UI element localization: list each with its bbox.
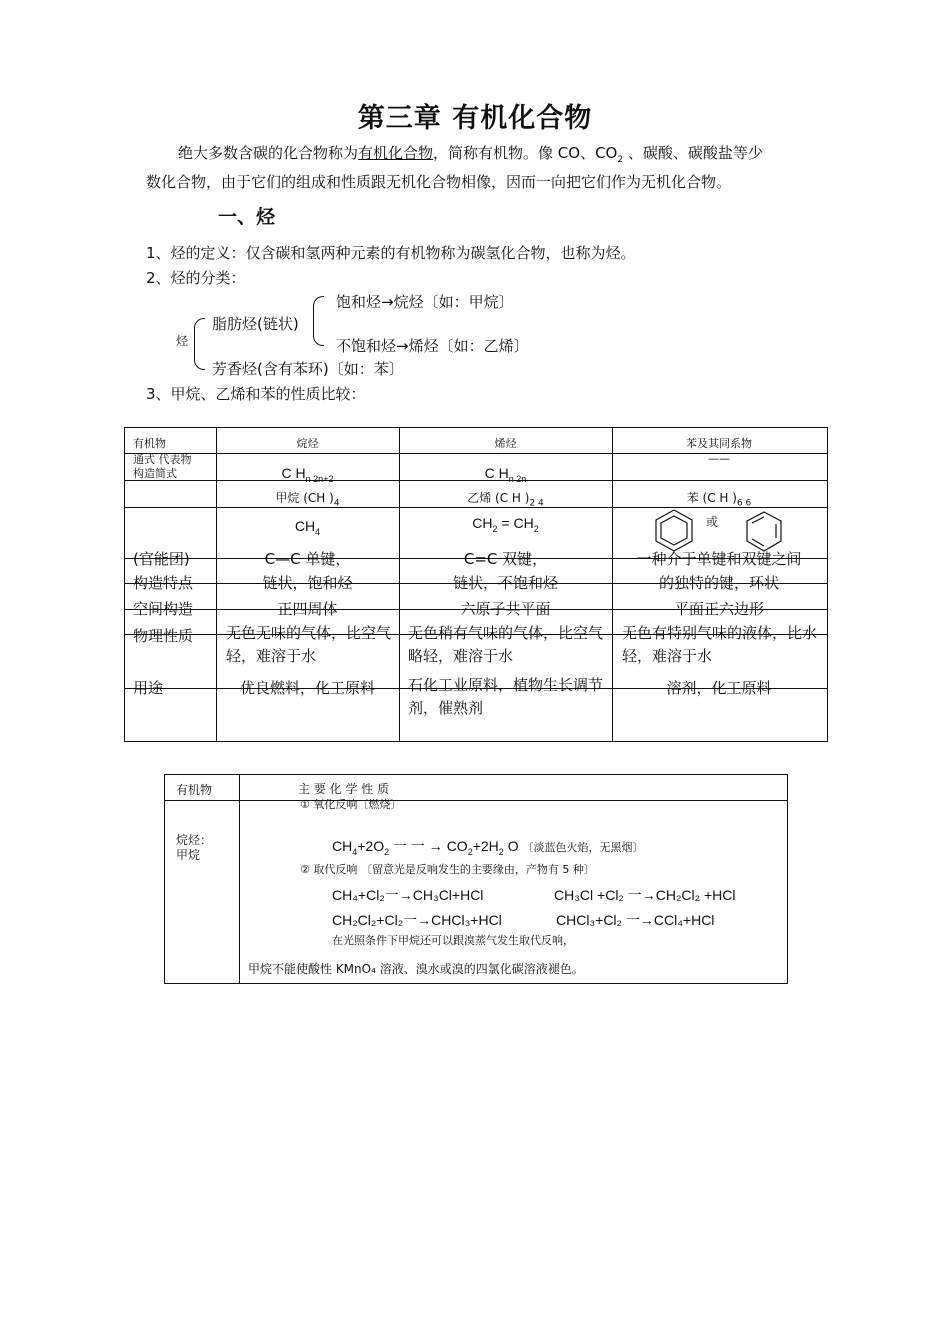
t1-benzene-phys: 无色有特别气味的液体，比水轻，难溶于水 <box>622 624 818 665</box>
tree-brace-root <box>194 318 205 370</box>
t1-alkene-rep: 乙烯 (C H )$_{2 4}$ <box>467 491 544 509</box>
tree-saturated: 饱和烃→烷烃〔如：甲烷〕 <box>336 293 514 311</box>
t2-light-note: 在光照条件下甲烷还可以跟溴蒸气发生取代反响， <box>332 934 574 947</box>
intro-line-2: 数化合物，由于它们的组成和性质跟无机化合物相像，因而一向把它们作为无机化合物。 <box>146 173 732 191</box>
t1-benzene-feature: 的独特的键，环状 <box>658 574 779 592</box>
t1-benzene-fg: 一种介于单键和双键之间 <box>636 550 802 568</box>
t1-label-fg: (官能团) <box>133 550 190 568</box>
t2-row-label: 烷烃： 甲烷 <box>176 833 213 862</box>
t1-alkane-rep: 甲烷 (CH )$_4$ <box>275 491 340 509</box>
t1-benzene-space: 平面正六边形 <box>673 600 764 618</box>
t1-benzene-use: 溶剂，化工原料 <box>666 679 772 697</box>
t1-label-use: 用途 <box>133 679 164 697</box>
t1-label-formula: 构造简式 <box>133 467 177 480</box>
t2-eq-4: CHCl₃+Cl₂ 一→CCl₄+HCl <box>556 912 715 928</box>
tree-aliphatic: 脂肪烃(链状) <box>212 315 299 333</box>
t1-alkene-phys: 无色稍有气味的气体，比空气略轻，难溶于水 <box>408 624 604 665</box>
term-organic-compound: 有机化合物 <box>358 144 434 162</box>
t1-header-alkene: 烯烃 <box>494 437 517 450</box>
tree-brace-aliphatic <box>313 296 324 346</box>
t1-label-space: 空间构造 <box>133 600 194 618</box>
t1-alkane-use: 优良燃料，化工原料 <box>239 679 375 697</box>
item-comparison: 3、甲烷、乙烯和苯的性质比较： <box>146 385 366 403</box>
t2-eq-1: CH₄+Cl₂一→CH₃Cl+HCl <box>332 887 484 903</box>
t1-header-organic: 有机物 <box>133 437 166 450</box>
t1-benzene-rep: 苯 (C H )$_{6 6}$ <box>686 491 752 509</box>
t2-eq-3: CH₂Cl₂+Cl₂一→CHCl₃+HCl <box>332 912 502 928</box>
t2-combustion-eq: $CH_4+2O_2$ 一 一 → $CO_2+2H_2$ O 〔淡蓝色火焰，无黑烟〕 <box>332 838 644 857</box>
t1-alkane-fg: C—C 单键， <box>264 550 351 568</box>
t1-alkane-space: 正四周体 <box>277 600 338 618</box>
t1-label-general: 通式 代表物 <box>133 453 192 466</box>
tree-unsaturated: 不饱和烃→烯烃〔如：乙烯〕 <box>336 337 529 355</box>
t1-label-phys: 物理性质 <box>133 627 194 645</box>
t1-header-alkane: 烷烃 <box>296 437 319 450</box>
t1-alkane-general: C $H_{n 2n+2}$ <box>281 465 334 484</box>
t1-alkene-feature: 链状，不饱和烃 <box>452 574 558 592</box>
t1-benzene-general: —— <box>708 452 730 465</box>
t1-alkene-use: 石化工业原料，植物生长调节剂，催熟剂 <box>408 676 604 717</box>
item-classification: 2、烃的分类： <box>146 269 246 287</box>
item-definition: 1、烃的定义：仅含碳和氢两种元素的有机物称为碳氢化合物，也称为烃。 <box>146 244 636 262</box>
t2-oxidation: ① 氧化反响〔燃烧〕 <box>300 798 402 811</box>
t1-header-benzene: 苯及其同系物 <box>686 437 752 450</box>
chemistry-table <box>164 774 788 984</box>
t2-eq-2: CH₃Cl +Cl₂ 一→CH₂Cl₂ +HCl <box>554 887 736 903</box>
t1-label-feature: 构造特点 <box>133 574 194 592</box>
t1-benzene-or: 或 <box>706 515 719 529</box>
t2-row-line <box>164 800 787 801</box>
tree-root: 烃 <box>176 334 189 348</box>
t1-alkene-general: C $H_{n 2n}$ <box>484 465 527 484</box>
t1-alkane-phys: 无色无味的气体，比空气轻，难溶于水 <box>226 624 392 665</box>
intro-line-1: 绝大多数含碳的化合物称为有机化合物，简称有机物。像 CO、$CO_2$ 、碳酸、碳酸盐等少 <box>178 144 763 165</box>
t2-header-properties: 主 要 化 学 性 质 <box>298 782 390 796</box>
t2-header-organic: 有机物 <box>176 783 213 797</box>
page-title: 第三章 有机化合物 <box>357 103 593 134</box>
t1-alkene-struct: $CH_2 = CH_2$ <box>472 515 539 534</box>
t1-alkene-space: 六原子共平面 <box>460 600 551 618</box>
t1-alkene-fg: C=C 双键， <box>463 550 548 568</box>
t2-kmno4-note: 甲烷不能使酸性 KMnO₄ 溶液、溴水或溴的四氯化碳溶液褪色。 <box>248 962 584 976</box>
t2-col-line <box>239 774 240 983</box>
t1-alkane-feature: 链状，饱和烃 <box>262 574 353 592</box>
t2-substitution: ② 取代反响 〔留意光是反响发生的主要缘由，产物有 5 种〕 <box>300 863 595 876</box>
t1-alkane-struct: $CH_4$ <box>294 518 321 537</box>
section-heading-hydrocarbons: 一、烃 <box>218 206 276 228</box>
tree-aromatic: 芳香烃(含有苯环)〔如：苯〕 <box>212 360 404 378</box>
